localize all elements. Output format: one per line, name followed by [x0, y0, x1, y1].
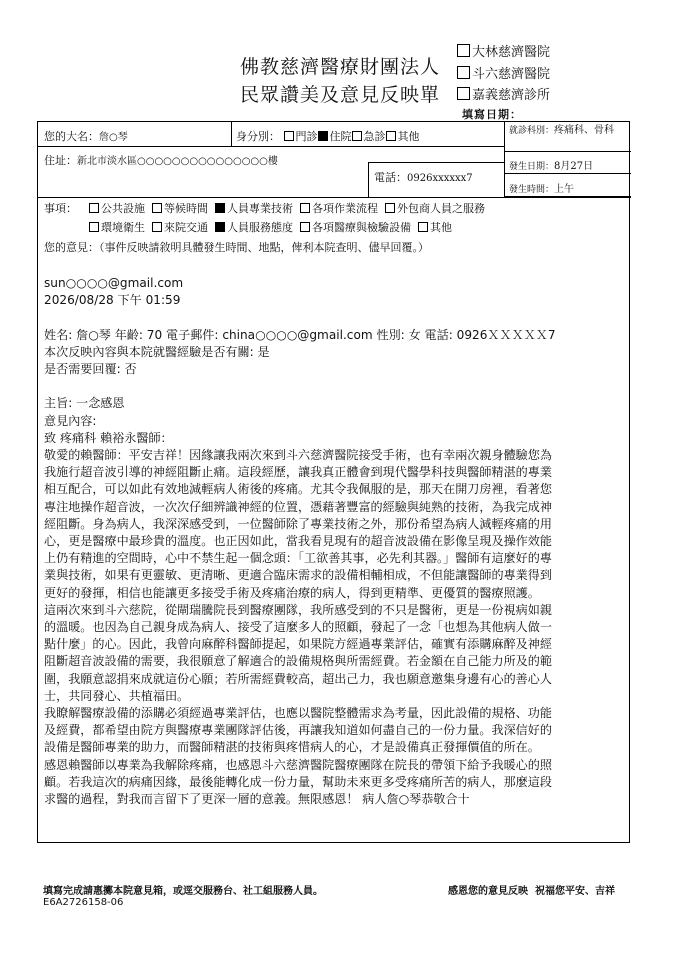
letter-line: 上仍有精進的空間時，心中不禁生起一個念頭：「工欲善其事，必先利其器。」醫師有這麼好的專 [44, 551, 552, 566]
matter-other[interactable]: 其他 [418, 221, 452, 234]
title-line-1: 佛教慈濟醫療財團法人 [240, 56, 441, 78]
checkbox-icon [457, 87, 470, 100]
hospital-option-chiayi[interactable]: 嘉義慈濟診所 [457, 84, 550, 103]
checkbox-icon [457, 44, 470, 57]
letter-line: 致 疼痛科 賴裕永醫師： [44, 430, 173, 445]
letter-line: 心，更是醫療中最珍貴的溫度。也正因如此，當我看見現有的超音波設備在影像呈現及操作效能 [44, 534, 552, 549]
letter-line: 敬愛的賴醫師：平安吉祥！因緣讓我兩次來到斗六慈濟醫院接受手術，也有幸兩次親身體驗您為 [44, 448, 552, 462]
form-frame [37, 121, 630, 843]
matter-waiting-time[interactable]: 等候時間 [152, 202, 208, 215]
letter-line: 阻斷超音波設備的需要，我很願意了解適合的設備規格與所需經費。若金額在自己能力所及的範 [44, 654, 552, 669]
row-dept [504, 122, 631, 152]
letter-line: 感恩賴醫師以專業為我解除疼痛，也感恩斗六慈濟醫院醫療團隊在院長的帶領下給予我暖心的照 [44, 757, 552, 772]
letter-line: 是否需要回覆: 否 [44, 362, 137, 376]
letter-line: sun○○○○@gmail.com [44, 276, 184, 290]
time-value: 上午 [554, 184, 575, 195]
form-code: E6A2726158-06 [43, 897, 124, 908]
letter-line: 顧。若我這次的病痛因緣，最後能轉化成一份力量，幫助未來更多受疼痛所苦的病人，那麼這段 [44, 774, 552, 789]
letter-line: 經阻斷。身為病人，我深深感受到，一位醫師除了專業技術之外，那份希望為病人減輕疼痛的用 [44, 516, 552, 531]
letter-line [44, 309, 556, 326]
dept-value: 疼痛科、骨科 [554, 125, 615, 136]
opinion-body [44, 275, 556, 808]
letter-line: 意見內容: [44, 413, 97, 428]
identity-emergency[interactable]: 急診 [352, 130, 386, 143]
hospital-option-dalin[interactable]: 大林慈濟醫院 [457, 41, 550, 60]
date-value: 8月27日 [554, 161, 594, 172]
dept-field[interactable]: 就診科別：疼痛科、骨科 [509, 125, 615, 136]
fill-date-label: 填寫日期： [462, 108, 522, 121]
letter-line: 2026/08/28 下午 01:59 [44, 293, 181, 308]
opinion-label: 您的意見：（事件反映請敘明具體發生時間、地點，俾利本院查明、儘早回覆。） [44, 241, 429, 254]
matter-transport[interactable]: 來院交通 [152, 221, 208, 234]
matter-procedures[interactable]: 各項作業流程 [300, 202, 378, 215]
letter-line: 及經費，都希望由院方與醫療專業團隊評估後，再讓我知道如何盡自己的一份力量。我深信好的 [44, 723, 552, 738]
title-line-2: 民眾讚美及意見反映單 [240, 84, 441, 106]
name-field[interactable]: 您的大名：詹○琴 [44, 130, 128, 143]
phone-field[interactable]: 電話：0926xxxxxx7 [374, 171, 473, 184]
letter-line: 專注地操作超音波，一次次仔細辨識神經的位置，憑藉著豐富的經驗與純熟的技術，為我完成神 [44, 499, 552, 514]
matter-service-attitude[interactable]: 人員服務態度 [215, 221, 293, 234]
matter-contractor-service[interactable]: 外包商人員之服務 [385, 202, 485, 215]
address-field[interactable]: 住址：新北市淡水區○○○○○○○○○○○○○○○樓 [44, 154, 278, 167]
letter-line: 主旨: 一念感恩 [44, 396, 125, 411]
header-divider [38, 197, 631, 198]
letter-line: 點什麼」的心。因此，我曾向麻醉科醫師提起，如果院方經過專業評估，確實有添購麻醉及神經 [44, 637, 552, 652]
letter-line: 本次反映內容與本院就醫經驗是否有關: 是 [44, 344, 270, 359]
name-value: 詹○琴 [99, 132, 128, 143]
matter-professional-skill[interactable]: 人員專業技術 [215, 202, 293, 215]
phone-value: 0926xxxxxx7 [407, 173, 473, 184]
identity-other[interactable]: 其他 [386, 130, 420, 143]
matters-row-1 [89, 200, 485, 216]
letter-line: 這兩次來到斗六慈院，從閘瑞騰院長到醫療團隊，我所感受到的不只是醫術，更是一份視病如親 [44, 602, 552, 617]
letter-line: 姓名: 詹○琴 年齡: 70 電子郵件: china○○○○@gmail.com 性別: 女 電話: 0926ＸＸＸＸＸ7 [44, 327, 556, 342]
identity-field: 身分別： 門診 住院 急診 其他 [236, 130, 420, 143]
date-field[interactable]: 發生日期：8月27日 [509, 161, 594, 172]
letter-line: 業與技術，如果有更靈敏、更清晰、更適合臨床需求的設備相輔相成，不但能讓醫師的專業得到 [44, 568, 552, 583]
letter-line: 相互配合，可以如此有效地減輕病人術後的疼痛。尤其令我佩服的是，那天在開刀房裡，看著您 [44, 482, 552, 497]
letter-line: 的溫暖。也因為自己親身成為病人、接受了這麼多人的照顧，發起了一念「也想為其他病人做一 [44, 620, 552, 635]
matter-hygiene[interactable]: 環境衛生 [89, 221, 145, 234]
matters-row-2 [89, 219, 452, 235]
matter-label: 事項： [44, 202, 77, 215]
footer-blessing: 感恩您的意見反映 祝福您平安、吉祥 [448, 886, 615, 897]
letter-line: 我施行超音波引導的神經阻斷止痛。這段經歷，讓我真正體會到現代醫學科技與醫師精湛的專業 [44, 465, 552, 480]
address-value: 新北市淡水區○○○○○○○○○○○○○○○樓 [77, 156, 278, 167]
identity-outpatient[interactable]: 門診 [284, 130, 318, 143]
letter-line: 設備是醫師專業的助力，而醫師精湛的技術與疼惜病人的心，才是設備真正發揮價值的所在。 [44, 740, 540, 755]
footer-instruction: 填寫完成請惠擲本院意見箱，或逕交服務台、社工組服務人員。 [43, 886, 323, 897]
letter-line: 更好的發揮，相信也能讓更多接受手術及疼痛治療的病人，得到更精準、更優質的醫療照護。 [44, 585, 540, 600]
hospital-option-douliu[interactable]: 斗六慈濟醫院 [457, 63, 550, 82]
letter-line: 我瞭解醫療設備的添購必須經過專業評估，也應以醫院整體需求為考量，因此設備的規格、功能 [44, 706, 552, 721]
time-field[interactable]: 發生時間：上午 [509, 184, 575, 195]
letter-line: 士，共同發心、共植福田。 [44, 688, 190, 703]
letter-line [44, 378, 556, 395]
matter-equipment[interactable]: 各項醫療與檢驗設備 [300, 221, 411, 234]
letter-line: 求醫的過程，對我而言留下了更深一層的意義。無限感恩！ 病人詹○琴恭敬合十 [44, 792, 470, 807]
letter-line: 圍，我願意認捐來成就這份心願；若所需經費較高，超出己力，我也願意邀集身邊有心的善心人 [44, 671, 552, 686]
checkbox-icon [457, 66, 470, 79]
identity-inpatient[interactable]: 住院 [318, 130, 352, 143]
matter-public-facilities[interactable]: 公共設施 [89, 202, 145, 215]
